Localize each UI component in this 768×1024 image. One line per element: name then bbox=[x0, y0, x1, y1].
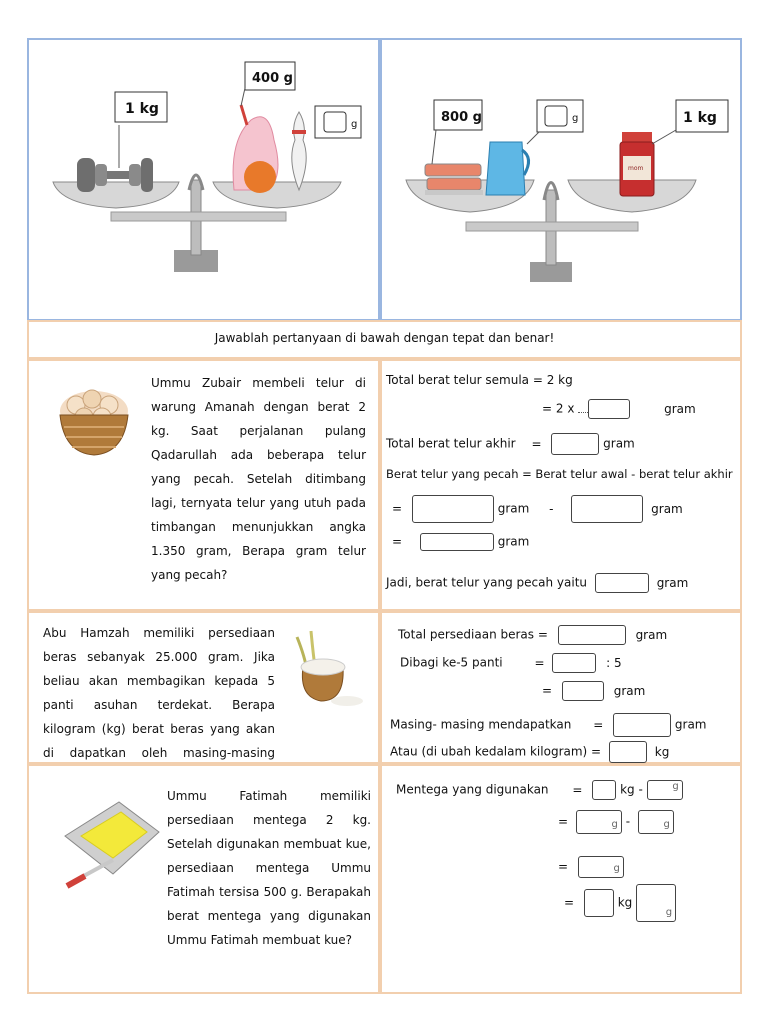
tag-800g-text: 800 g bbox=[441, 110, 482, 125]
q3-line-2-unit-g-1: g bbox=[611, 819, 618, 830]
q2-answer-box-divide[interactable] bbox=[552, 653, 596, 673]
q2-line-4-unit: gram bbox=[674, 717, 707, 732]
q3-line-1-eq: = bbox=[572, 782, 583, 797]
q3-answer-box-g-1[interactable] bbox=[647, 780, 683, 800]
q1-line-2-prefix: = 2 x bbox=[542, 401, 575, 416]
q1-answer-line bbox=[386, 573, 688, 593]
q2-line-5 bbox=[390, 741, 669, 763]
q2-answer-box-total[interactable] bbox=[558, 625, 626, 645]
q1-line-5-unit-2: gram bbox=[651, 501, 683, 516]
q3-line-3 bbox=[558, 856, 624, 878]
tag-400g-text: 400 g bbox=[252, 71, 293, 86]
egg-basket-image bbox=[54, 375, 134, 459]
q1-line-5-unit-1: gram bbox=[497, 501, 530, 516]
balance-scale-illustration-left bbox=[29, 40, 378, 319]
q2-answer-box-quotient[interactable] bbox=[562, 681, 604, 701]
q1-line-2-unit: gram bbox=[664, 401, 696, 416]
q2-line-3-unit: gram bbox=[613, 683, 646, 698]
question-1-story-panel bbox=[27, 359, 380, 611]
q1-answer-box-final-weight[interactable] bbox=[551, 433, 599, 455]
q2-line-4-prefix: Masing- masing mendapatkan bbox=[390, 717, 572, 732]
q2-line-2-suffix: : 5 bbox=[606, 655, 622, 670]
q2-line-5-unit: kg bbox=[654, 744, 670, 759]
q3-answer-box-result-g[interactable] bbox=[578, 856, 624, 878]
q2-line-4 bbox=[390, 713, 707, 737]
q3-answer-box-result-kg[interactable] bbox=[584, 889, 614, 917]
tag-1kg-right-text: 1 kg bbox=[683, 110, 717, 126]
q3-answer-box-g-3[interactable] bbox=[638, 810, 674, 834]
q2-line-1 bbox=[398, 625, 667, 645]
question-1-work-panel bbox=[380, 359, 742, 611]
q3-line-1-unit-g: g bbox=[672, 781, 679, 792]
q2-line-4-eq: = bbox=[593, 717, 604, 732]
instruction-panel bbox=[27, 320, 742, 359]
q1-answer-box-broken[interactable] bbox=[420, 533, 494, 551]
q1-line-3-unit: gram bbox=[603, 436, 635, 451]
q1-blank-multiply[interactable] bbox=[578, 412, 588, 413]
q2-answer-box-each-gram[interactable] bbox=[613, 713, 671, 737]
q1-answer-box-result[interactable] bbox=[595, 573, 649, 593]
q3-line-4-eq: = bbox=[564, 895, 575, 910]
q1-answer-unit: gram bbox=[656, 575, 689, 590]
q2-line-1-unit: gram bbox=[635, 627, 668, 642]
q3-line-1-prefix: Mentega yang digunakan bbox=[396, 782, 549, 797]
q2-line-2-eq: = bbox=[534, 655, 545, 670]
q1-line-6 bbox=[392, 533, 529, 551]
q1-line-6-eq: = bbox=[392, 534, 403, 549]
q1-answer-box-initial[interactable] bbox=[412, 495, 494, 523]
q2-line-3-eq: = bbox=[542, 683, 553, 698]
answer-box-unknown-left[interactable] bbox=[324, 112, 346, 132]
q3-answer-box-kg-1[interactable] bbox=[592, 780, 616, 800]
q3-line-2-eq: = bbox=[558, 814, 569, 829]
q1-line-5-minus: - bbox=[549, 501, 554, 516]
q3-line-1-minus: - bbox=[638, 782, 643, 797]
question-1-story: Ummu Zubair membeli telur di warung Amanah dengan berat 2 kg. Saat perjalanan pulang Qadarullah ada beberapa telur yang pecah. Setelah ditimbang lagi, ternyata telur yang utuh pada timbangan menunjukkan angka 1.350 gram, Berapa gram telur yang pecah? bbox=[151, 376, 366, 582]
q2-line-2 bbox=[400, 653, 622, 673]
q2-line-3 bbox=[542, 681, 645, 701]
q1-line-3 bbox=[386, 433, 635, 455]
question-2-work-panel bbox=[380, 611, 742, 764]
q2-line-5-prefix: Atau (di ubah kedalam kilogram) = bbox=[390, 744, 602, 759]
q1-line-5-eq: = bbox=[392, 501, 403, 516]
q3-answer-box-result-g-2[interactable] bbox=[636, 884, 676, 922]
scale-panel-right bbox=[380, 38, 742, 321]
question-3-story: Ummu Fatimah memiliki persediaan mentega 2 kg. Setelah digunakan membuat kue, persediaan mentega Ummu Fatimah tersisa 500 g. Berapakah berat mentega yang digunakan Ummu Fatimah membuat kue? bbox=[167, 789, 371, 947]
q3-line-4 bbox=[564, 884, 676, 922]
question-2-story-panel bbox=[27, 611, 380, 764]
q1-line-3-eq: = bbox=[531, 436, 542, 451]
instruction-text: Jawablah pertanyaan di bawah dengan tepat dan benar! bbox=[214, 331, 555, 345]
q1-line-1: Total berat telur semula = 2 kg bbox=[386, 373, 573, 387]
question-3-story-panel bbox=[27, 764, 380, 994]
q3-line-2-minus: - bbox=[625, 814, 631, 829]
q3-line-2-unit-g-2: g bbox=[663, 819, 670, 830]
q3-line-1 bbox=[396, 780, 683, 800]
scale-panel-left bbox=[27, 38, 380, 321]
jam-jar-label: mom bbox=[628, 165, 644, 172]
q1-line-5 bbox=[392, 495, 683, 523]
q1-line-4: Berat telur yang pecah = Berat telur awal - berat telur akhir bbox=[386, 467, 733, 481]
q2-line-2-prefix: Dibagi ke-5 panti bbox=[400, 655, 503, 670]
q1-line-2 bbox=[542, 399, 696, 419]
q1-line-3-prefix: Total berat telur akhir bbox=[386, 436, 516, 451]
q1-answer-box-multiply[interactable] bbox=[588, 399, 630, 419]
butter-image bbox=[59, 792, 167, 892]
tag-unit-g-right: g bbox=[572, 113, 579, 124]
rice-sack-image bbox=[277, 627, 365, 709]
tag-unit-g-left: g bbox=[351, 119, 358, 130]
q2-answer-box-each-kg[interactable] bbox=[609, 741, 647, 763]
q3-line-2 bbox=[558, 810, 674, 834]
answer-box-unknown-right[interactable] bbox=[545, 106, 567, 126]
question-3-work-panel bbox=[380, 764, 742, 994]
q1-line-6-unit: gram bbox=[497, 534, 530, 549]
q2-line-1-prefix: Total persediaan beras = bbox=[398, 627, 548, 642]
question-2-story: Abu Hamzah memiliki persediaan beras sebanyak 25.000 gram. Jika beliau akan membagikan kepada 5 panti asuhan terdekat. Berapa kilogram (kg) berat beras yang akan di dapatkan oleh masing-masing bbox=[43, 626, 275, 760]
tag-1kg-text: 1 kg bbox=[125, 101, 159, 117]
q3-line-4-unit-kg: kg bbox=[617, 895, 633, 910]
q3-line-4-unit-g: g bbox=[665, 907, 673, 918]
q3-line-3-unit-g: g bbox=[613, 863, 620, 874]
q3-line-3-eq: = bbox=[558, 859, 569, 874]
q3-answer-box-g-2[interactable] bbox=[576, 810, 622, 834]
q1-answer-box-final[interactable] bbox=[571, 495, 643, 523]
q3-line-1-unit-kg: kg bbox=[620, 782, 635, 797]
q1-answer-prefix: Jadi, berat telur yang pecah yaitu bbox=[386, 575, 588, 590]
balance-scale-illustration-right bbox=[382, 40, 740, 319]
